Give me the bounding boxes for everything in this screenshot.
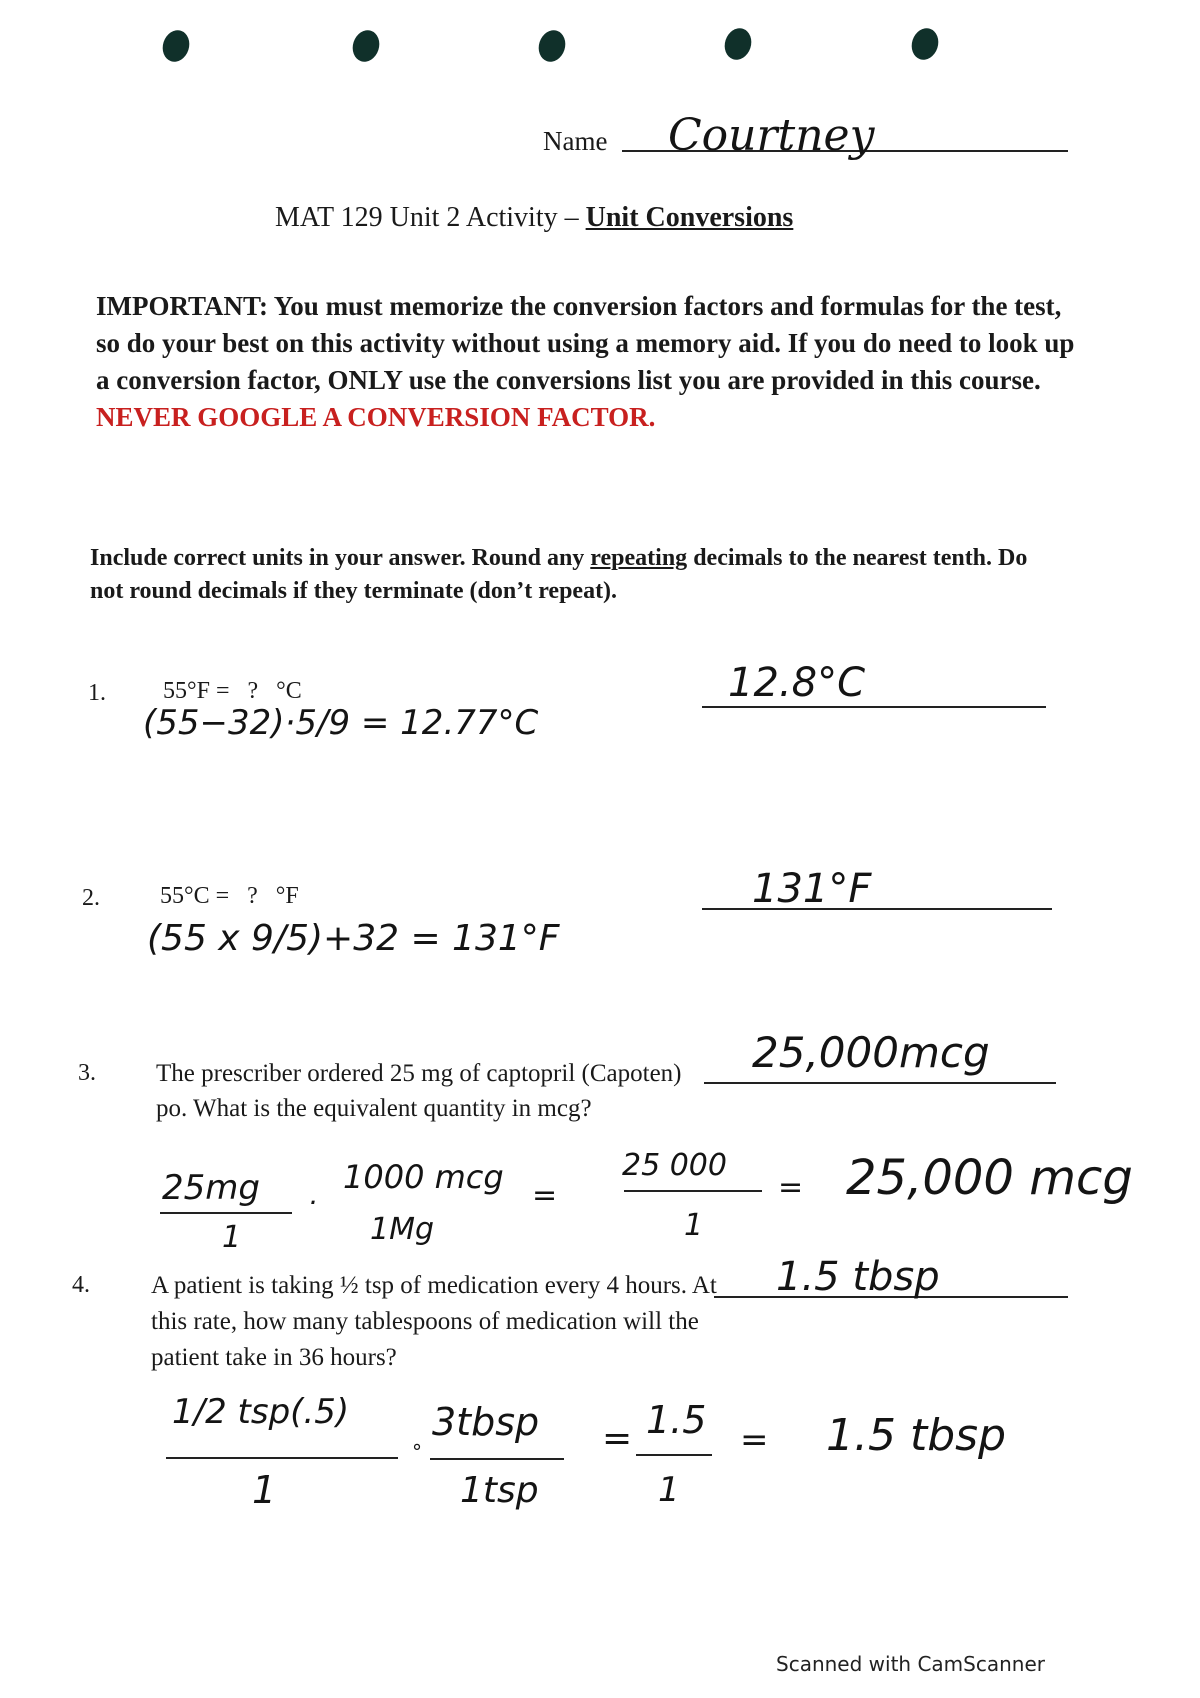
problem-4-answer: 1.5 tbsp: [776, 1254, 940, 1300]
binder-hole-4: [721, 25, 756, 63]
binder-hole-3: [535, 27, 570, 65]
name-label: Name: [543, 126, 608, 156]
problem-3-work-f1-num: 25mg: [162, 1168, 260, 1208]
problem-4-work-result: 1.5 tbsp: [826, 1410, 1006, 1461]
problem-4-dot: °: [412, 1440, 422, 1464]
important-notice: IMPORTANT: You must memorize the conversion factors and formulas for the test, so do your best on this activity without using a memory aid. If you do need to look up a conversion factor, ONLY use the conversions list you are provided in this course. NEVER GOOGLE A CONVERSION FACTOR.: [96, 291, 1075, 432]
problem-3-work-f2-den: 1Mg: [370, 1212, 435, 1247]
binder-hole-2: [349, 27, 384, 65]
title-topic: Unit Conversions: [585, 202, 794, 233]
problem-2-answer: 131°F: [752, 866, 872, 912]
problem-4-question: A patient is taking ½ tsp of medication every 4 hours. At this rate, how many tablespoons of medication will the patient take in 36 hours?: [151, 1272, 717, 1371]
problem-1-answer: 12.8°C: [728, 660, 865, 706]
problem-4-equals-1: =: [602, 1418, 633, 1459]
page-title: MAT 129 Unit 2 Activity – Unit Conversions: [275, 202, 794, 233]
problem-3-fraction-bar-1: [160, 1212, 292, 1214]
problem-3-work-f3-den: 1: [684, 1208, 704, 1243]
binder-hole-1: [159, 27, 194, 65]
problem-4-work-f3-num: 1.5: [646, 1398, 707, 1442]
problem-4-equals-2: =: [740, 1420, 769, 1460]
problem-3-work-f2-num: 1000 mcg: [343, 1158, 504, 1196]
problem-1-number: 1.: [88, 680, 106, 706]
problem-3-question: The prescriber ordered 25 mg of captopril (Capoten) po. What is the equivalent quantity in mcg?: [156, 1060, 682, 1122]
problem-4-work-f2-den: 1tsp: [460, 1470, 539, 1511]
problem-4-number: 4.: [72, 1272, 90, 1298]
warning-text: NEVER GOOGLE A CONVERSION FACTOR.: [96, 402, 656, 432]
student-name: Courtney: [668, 110, 875, 161]
problem-4-work-f3-den: 1: [658, 1470, 680, 1510]
problem-1-work: (55−32)·5/9 = 12.77°C: [143, 703, 539, 743]
problem-3-equals-2: =: [778, 1170, 804, 1205]
problem-1-answer-line: [702, 706, 1046, 708]
problem-3-work-result: 25,000 mcg: [846, 1150, 1133, 1206]
problem-3-equals-1: =: [532, 1178, 558, 1213]
problem-2-work: (55 x 9/5)+32 = 131°F: [147, 918, 560, 959]
problem-4-work-f1-den: 1: [252, 1468, 277, 1512]
camscanner-watermark: Scanned with CamScanner: [776, 1652, 1045, 1676]
problem-3-answer: 25,000mcg: [752, 1028, 990, 1077]
problem-4-work-f2-num: 3tbsp: [432, 1400, 540, 1444]
problem-4-fraction-bar-2: [430, 1458, 564, 1460]
problem-1-question: 55°F = ? °C: [163, 678, 302, 704]
problem-3-answer-line: [704, 1082, 1056, 1084]
problem-3-work-f1-den: 1: [222, 1220, 242, 1255]
problem-3-number: 3.: [78, 1060, 96, 1086]
problem-4-fraction-bar-1: [166, 1457, 398, 1459]
binder-hole-5: [908, 25, 943, 63]
problem-2-question: 55°C = ? °F: [160, 883, 299, 909]
problem-3-work-f3-num: 25 000: [622, 1148, 727, 1183]
problem-4-fraction-bar-3: [636, 1454, 712, 1456]
problem-2-number: 2.: [82, 885, 100, 911]
problem-3-dot: ·: [308, 1186, 317, 1219]
instructions: Include correct units in your answer. Round any repeating decimals to the nearest tenth. Do not round decimals if they terminate (don’t repeat).: [90, 545, 1028, 604]
problem-3-fraction-bar-3: [624, 1190, 762, 1192]
problem-4-work-f1-num: 1/2 tsp(.5): [172, 1392, 350, 1432]
